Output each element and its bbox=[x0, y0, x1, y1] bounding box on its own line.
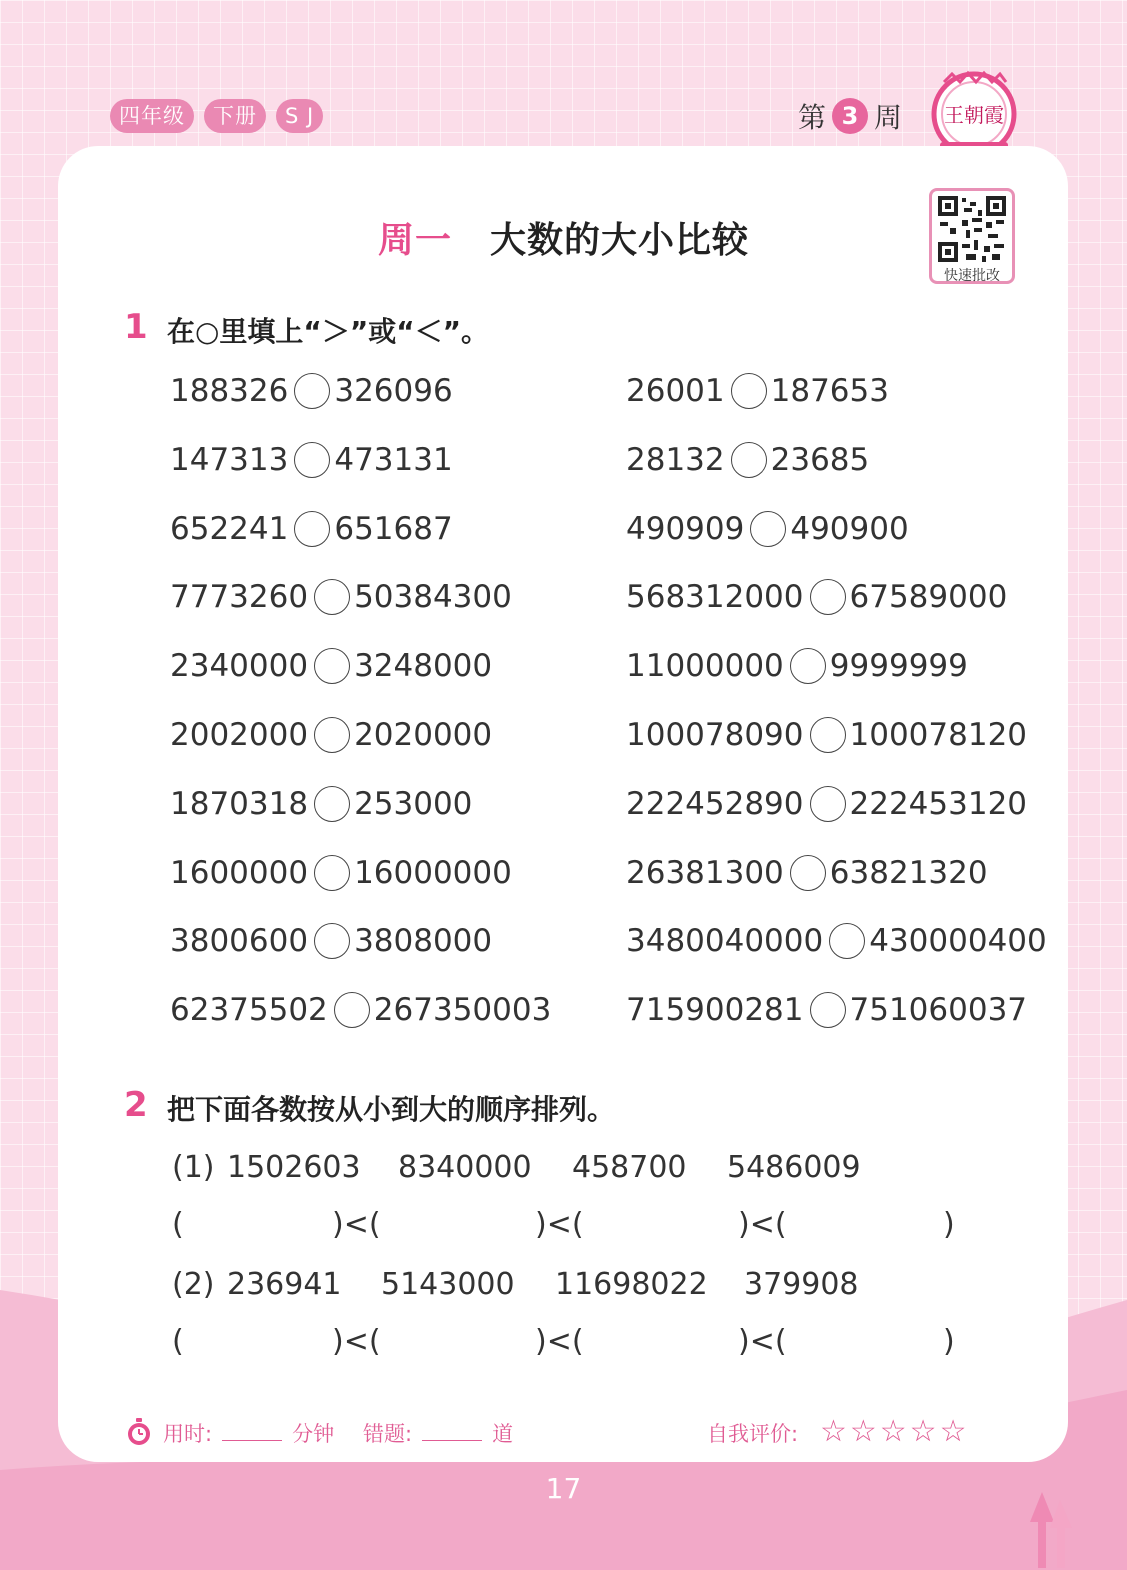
number-right: 490900 bbox=[790, 510, 909, 547]
grade-tag: 四年级 bbox=[110, 99, 194, 133]
number-left: 1870318 bbox=[170, 785, 309, 822]
answer-circle[interactable] bbox=[334, 992, 370, 1028]
answer-circle[interactable] bbox=[810, 786, 846, 822]
question-2-number: 2 bbox=[124, 1085, 148, 1125]
answer-circle[interactable] bbox=[731, 442, 767, 478]
comparison-row bbox=[626, 717, 1027, 753]
time-spent bbox=[163, 1418, 334, 1448]
comparison-row bbox=[170, 717, 492, 753]
number-left: 490909 bbox=[626, 510, 745, 547]
sort-number: 5486009 bbox=[727, 1150, 861, 1185]
error-label: 错题: bbox=[363, 1422, 413, 1446]
answer-circle[interactable] bbox=[750, 511, 786, 547]
answer-circle[interactable] bbox=[314, 923, 350, 959]
number-left: 2002000 bbox=[170, 717, 309, 753]
number-left: 3800600 bbox=[170, 923, 309, 960]
number-left: 1600000 bbox=[170, 854, 309, 891]
time-blank[interactable] bbox=[222, 1440, 282, 1441]
number-left: 26381300 bbox=[626, 854, 784, 891]
page-number: 17 bbox=[545, 1472, 582, 1505]
comparison-row bbox=[170, 786, 472, 822]
number-left: 222452890 bbox=[626, 785, 804, 822]
answer-circle[interactable] bbox=[829, 923, 865, 959]
number-left: 652241 bbox=[170, 510, 289, 547]
number-right: 430000400 bbox=[869, 923, 1047, 960]
volume-tag: 下册 bbox=[204, 99, 266, 133]
answer-circle[interactable] bbox=[314, 717, 350, 753]
title-topic: 大数的大小比较 bbox=[490, 220, 750, 261]
number-right: 326096 bbox=[334, 373, 453, 409]
number-right: 651687 bbox=[334, 510, 453, 547]
comparison-row bbox=[170, 442, 453, 478]
number-right: 473131 bbox=[334, 441, 453, 478]
sort-number: 5143000 bbox=[381, 1267, 515, 1302]
number-left: 26001 bbox=[626, 373, 725, 409]
answer-circle[interactable] bbox=[731, 373, 767, 409]
number-left: 147313 bbox=[170, 441, 289, 478]
answer-circle[interactable] bbox=[790, 855, 826, 891]
comparison-row bbox=[170, 855, 512, 891]
arrow-up-decoration-icon bbox=[1028, 1492, 1078, 1568]
part-label: (1) bbox=[172, 1150, 215, 1185]
number-right: 16000000 bbox=[354, 854, 512, 891]
answer-circle[interactable] bbox=[810, 717, 846, 753]
sort-number: 11698022 bbox=[555, 1267, 708, 1302]
comparison-row bbox=[170, 373, 453, 409]
number-right: 3248000 bbox=[354, 648, 493, 685]
page-title bbox=[0, 212, 1127, 263]
answer-circle[interactable] bbox=[810, 579, 846, 615]
paren-open: ( bbox=[172, 1324, 184, 1359]
time-label: 用时: bbox=[163, 1422, 213, 1446]
number-right: 50384300 bbox=[354, 579, 512, 616]
comparison-row bbox=[626, 373, 889, 409]
paren-close: ) bbox=[943, 1207, 955, 1242]
answer-circle[interactable] bbox=[294, 373, 330, 409]
week-suffix: 周 bbox=[874, 101, 903, 134]
self-rating-label: 自我评价: bbox=[707, 1422, 799, 1446]
sort-number: 379908 bbox=[744, 1267, 859, 1302]
number-right: 3808000 bbox=[354, 923, 493, 960]
paren-close: ) bbox=[943, 1324, 955, 1359]
number-right: 267350003 bbox=[373, 992, 552, 1029]
comparison-row bbox=[626, 511, 909, 547]
comparison-row bbox=[626, 786, 1027, 822]
comparison-row bbox=[626, 855, 988, 891]
number-right: 222453120 bbox=[849, 785, 1028, 822]
time-unit: 分钟 bbox=[292, 1422, 335, 1446]
title-day: 周一 bbox=[377, 220, 452, 261]
question-2-prompt: 把下面各数按从小到大的顺序排列。 bbox=[167, 1093, 616, 1126]
comparison-row bbox=[626, 579, 1007, 615]
week-number: 3 bbox=[832, 98, 868, 134]
comparison-row bbox=[626, 923, 1047, 959]
comparison-row bbox=[170, 511, 453, 547]
comparison-row bbox=[170, 648, 492, 684]
comparison-row bbox=[170, 923, 492, 959]
answer-circle[interactable] bbox=[314, 855, 350, 891]
paren-open: ( bbox=[172, 1207, 184, 1242]
comparison-row bbox=[626, 992, 1027, 1028]
sort-number: 236941 bbox=[227, 1267, 342, 1302]
sort-number: 1502603 bbox=[227, 1150, 361, 1185]
qr-label: 快速批改 bbox=[944, 268, 1000, 284]
number-left: 7773260 bbox=[170, 579, 309, 616]
paren-sep: )<( bbox=[738, 1324, 787, 1359]
error-unit: 道 bbox=[492, 1422, 514, 1446]
stopwatch-icon bbox=[125, 1417, 153, 1447]
number-left: 188326 bbox=[170, 373, 289, 409]
week-indicator bbox=[798, 96, 902, 136]
week-prefix: 第 bbox=[798, 101, 827, 134]
part-label: (2) bbox=[172, 1267, 215, 1302]
answer-circle[interactable] bbox=[294, 511, 330, 547]
answer-circle[interactable] bbox=[314, 648, 350, 684]
comparison-row bbox=[170, 992, 551, 1028]
number-left: 11000000 bbox=[626, 648, 784, 685]
number-right: 63821320 bbox=[829, 854, 988, 891]
answer-circle[interactable] bbox=[314, 579, 350, 615]
number-right: 187653 bbox=[770, 373, 889, 409]
error-blank[interactable] bbox=[422, 1440, 482, 1441]
comparison-row bbox=[626, 442, 869, 478]
comparison-row bbox=[170, 579, 512, 615]
number-left: 28132 bbox=[626, 441, 725, 478]
comparison-row bbox=[626, 648, 968, 684]
question-1-number: 1 bbox=[124, 307, 148, 347]
paren-sep: )<( bbox=[738, 1207, 787, 1242]
svg-text:王朝霞: 王朝霞 bbox=[944, 103, 1004, 127]
answer-circle[interactable] bbox=[294, 442, 330, 478]
number-right: 9999999 bbox=[829, 648, 968, 685]
number-left: 715900281 bbox=[626, 992, 804, 1029]
number-right: 751060037 bbox=[849, 992, 1028, 1029]
paren-sep: )<( bbox=[332, 1207, 381, 1242]
error-count bbox=[363, 1418, 513, 1448]
sort-number: 8340000 bbox=[398, 1150, 532, 1185]
number-right: 67589000 bbox=[849, 579, 1008, 616]
sort-number: 458700 bbox=[572, 1150, 687, 1185]
paren-sep: )<( bbox=[535, 1324, 584, 1359]
number-left: 3480040000 bbox=[626, 923, 824, 960]
number-right: 253000 bbox=[354, 785, 473, 822]
number-right: 100078120 bbox=[849, 717, 1028, 753]
number-left: 568312000 bbox=[626, 579, 804, 616]
number-left: 62375502 bbox=[170, 992, 328, 1029]
question-1-prompt: 在○里填上“＞”或“＜”。 bbox=[167, 315, 490, 348]
number-left: 100078090 bbox=[626, 717, 804, 753]
number-right: 2020000 bbox=[354, 717, 493, 753]
number-right: 23685 bbox=[770, 441, 870, 478]
answer-circle[interactable] bbox=[314, 786, 350, 822]
grade-tags bbox=[110, 99, 323, 133]
paren-sep: )<( bbox=[535, 1207, 584, 1242]
paren-sep: )<( bbox=[332, 1324, 381, 1359]
rating-stars[interactable]: ☆☆☆☆☆ bbox=[820, 1414, 970, 1449]
answer-circle[interactable] bbox=[790, 648, 826, 684]
answer-circle[interactable] bbox=[810, 992, 846, 1028]
number-left: 2340000 bbox=[170, 648, 309, 685]
edition-tag: S J bbox=[276, 99, 323, 133]
